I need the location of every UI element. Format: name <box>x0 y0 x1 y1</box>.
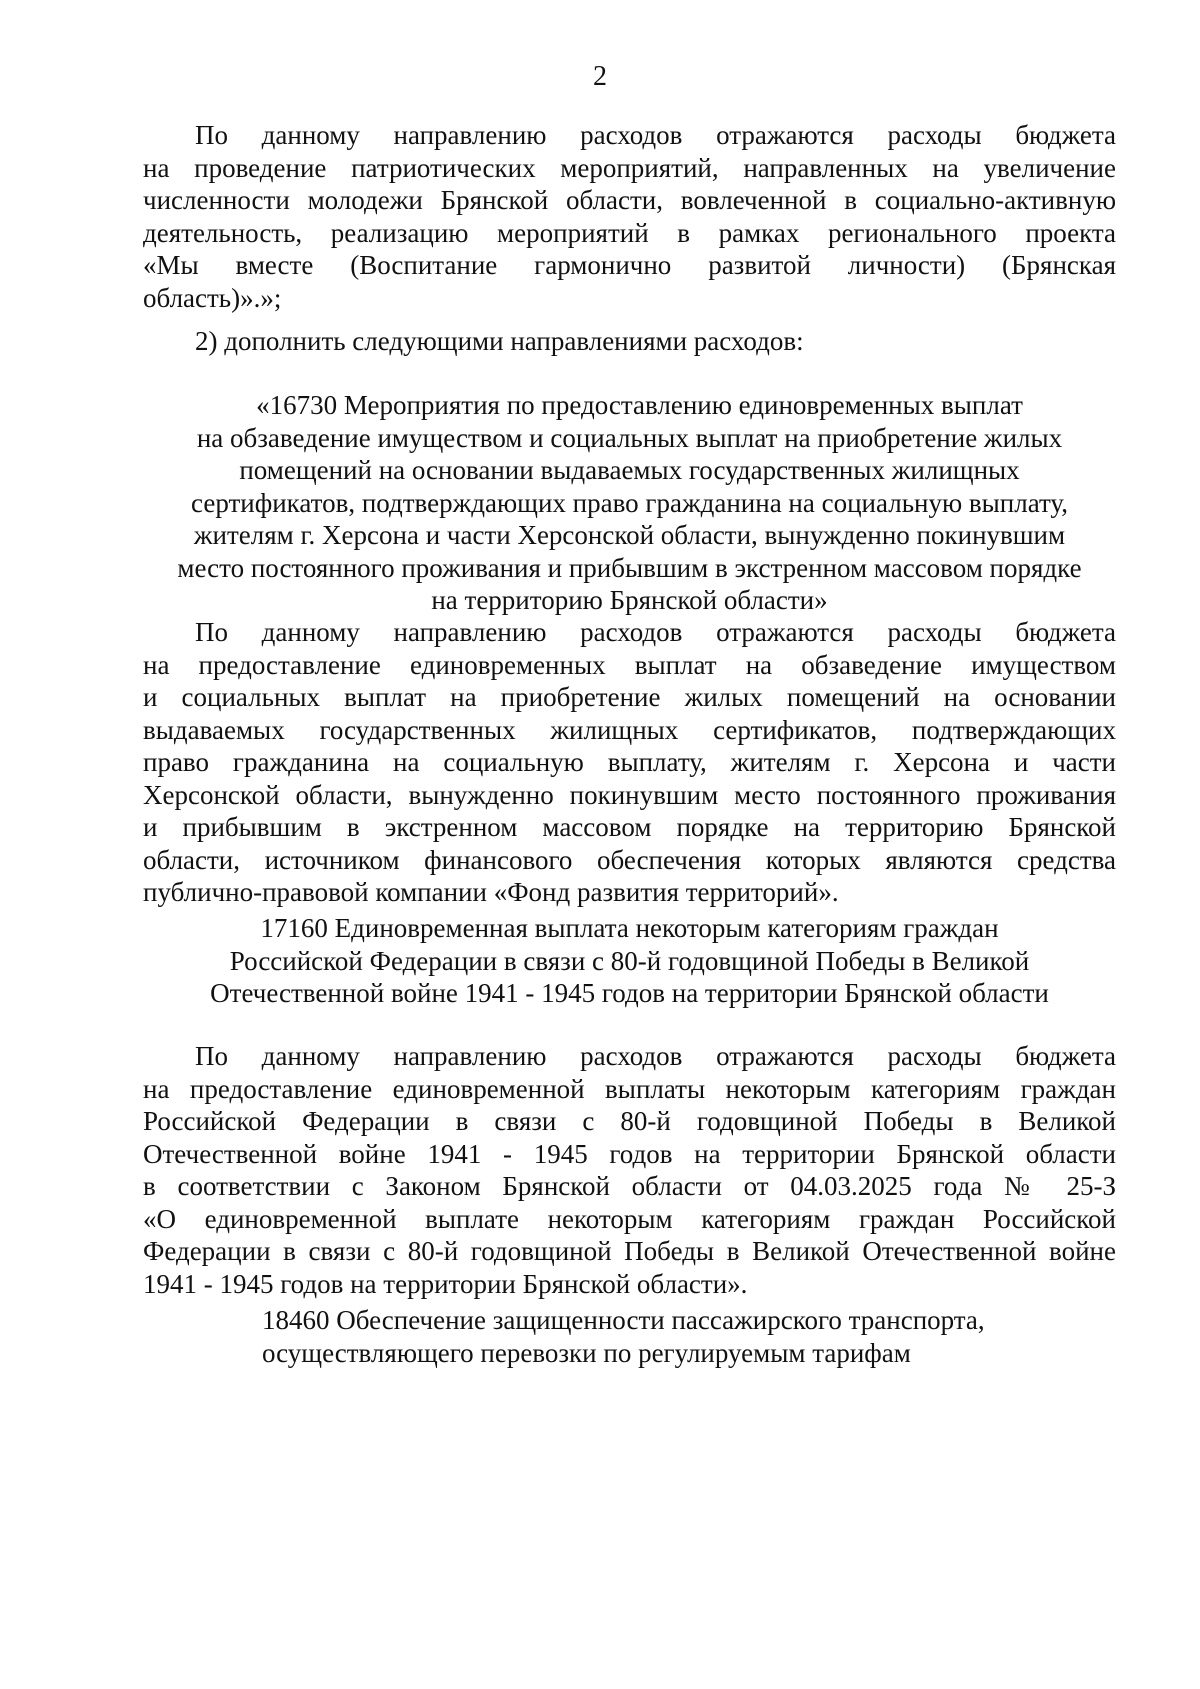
heading-line: на территорию Брянской области» <box>431 585 828 615</box>
text-line: 1941 - 1945 годов на территории Брянской области». <box>143 1268 748 1299</box>
heading-line: 18460 Обеспечение защищенности пассажирского транспорта, <box>262 1305 985 1335</box>
text-line: в соответствии с Законом Брянской области от 04.03.2025 года № 25-З <box>143 1171 1116 1201</box>
heading-line: жителям г. Херсона и части Херсонской области, вынужденно покинувшим <box>193 520 1066 550</box>
heading-line: на обзаведение имуществом и социальных выплат на приобретение жилых <box>196 422 1063 453</box>
text-line: и прибывшим в экстренном массовом порядке на территорию Брянской <box>143 812 1116 842</box>
heading-line: осуществляющего перевозки по регулируемым тарифам <box>262 1337 911 1368</box>
heading-line: место постоянного проживания и прибывшим в экстренном массовом порядке <box>177 552 1082 583</box>
heading-16730 <box>143 389 1116 617</box>
text-line: Российской Федерации в связи с 80-й годовщиной Победы в Великой <box>143 1106 1116 1136</box>
text-line: выдаваемых государственных жилищных сертификатов, подтверждающих <box>143 714 1116 745</box>
text-line: По данному направлению расходов отражаются расходы бюджета <box>195 120 1116 150</box>
page-number: 2 <box>593 61 607 92</box>
text-line: Отечественной войне 1941 - 1945 годов на территории Брянской области <box>143 1138 1116 1169</box>
paragraph-victory-payment <box>143 1040 1116 1300</box>
text-line: 2) дополнить следующими направлениями расходов: <box>195 326 804 356</box>
text-line: на предоставление единовременной выплаты некоторым категориям граждан <box>143 1073 1116 1104</box>
heading-line: 17160 Единовременная выплата некоторым категориям граждан <box>260 913 999 943</box>
paragraph-patriotic-events <box>143 119 1116 314</box>
text-line: «Мы вместе (Воспитание гармонично развитой личности) (Брянская <box>143 250 1116 280</box>
text-line: области, источником финансового обеспечения которых являются средства <box>143 844 1116 875</box>
text-line: право гражданина на социальную выплату, жителям г. Херсона и части <box>143 747 1116 777</box>
list-item-2 <box>143 325 1116 358</box>
heading-17160 <box>143 912 1116 1010</box>
heading-line: Российской Федерации в связи с 80-й годовщиной Победы в Великой <box>229 945 1030 976</box>
text-line: область)».»; <box>143 282 282 313</box>
heading-18460 <box>262 1304 1022 1369</box>
text-line: на предоставление единовременных выплат на обзаведение имуществом <box>143 649 1116 680</box>
text-line: «О единовременной выплате некоторым категориям граждан Российской <box>143 1203 1116 1234</box>
heading-line: сертификатов, подтверждающих право гражданина на социальную выплату, <box>191 487 1068 518</box>
text-line: и социальных выплат на приобретение жилых помещений на основании <box>143 682 1116 712</box>
heading-line: Отечественной войне 1941 - 1945 годов на территории Брянской области <box>210 978 1049 1008</box>
paragraph-kherson-payments <box>143 616 1116 909</box>
heading-line: «16730 Мероприятия по предоставлению единовременных выплат <box>256 390 1023 420</box>
text-line: Федерации в связи с 80-й годовщиной Победы в Великой Отечественной войне <box>143 1236 1116 1266</box>
heading-line: помещений на основании выдаваемых государственных жилищных <box>239 455 1020 485</box>
text-line: численности молодежи Брянской области, вовлеченной в социально-активную <box>143 185 1116 215</box>
text-line: публично-правовой компании «Фонд развития территорий». <box>143 877 839 907</box>
text-line: По данному направлению расходов отражаются расходы бюджета <box>195 617 1116 647</box>
text-line: По данному направлению расходов отражаются расходы бюджета <box>195 1041 1116 1071</box>
text-line: на проведение патриотических мероприятий, направленных на увеличение <box>143 152 1116 183</box>
text-line: Херсонской области, вынужденно покинувшим место постоянного проживания <box>143 779 1116 810</box>
text-line: деятельность, реализацию мероприятий в рамках регионального проекта <box>143 217 1116 248</box>
